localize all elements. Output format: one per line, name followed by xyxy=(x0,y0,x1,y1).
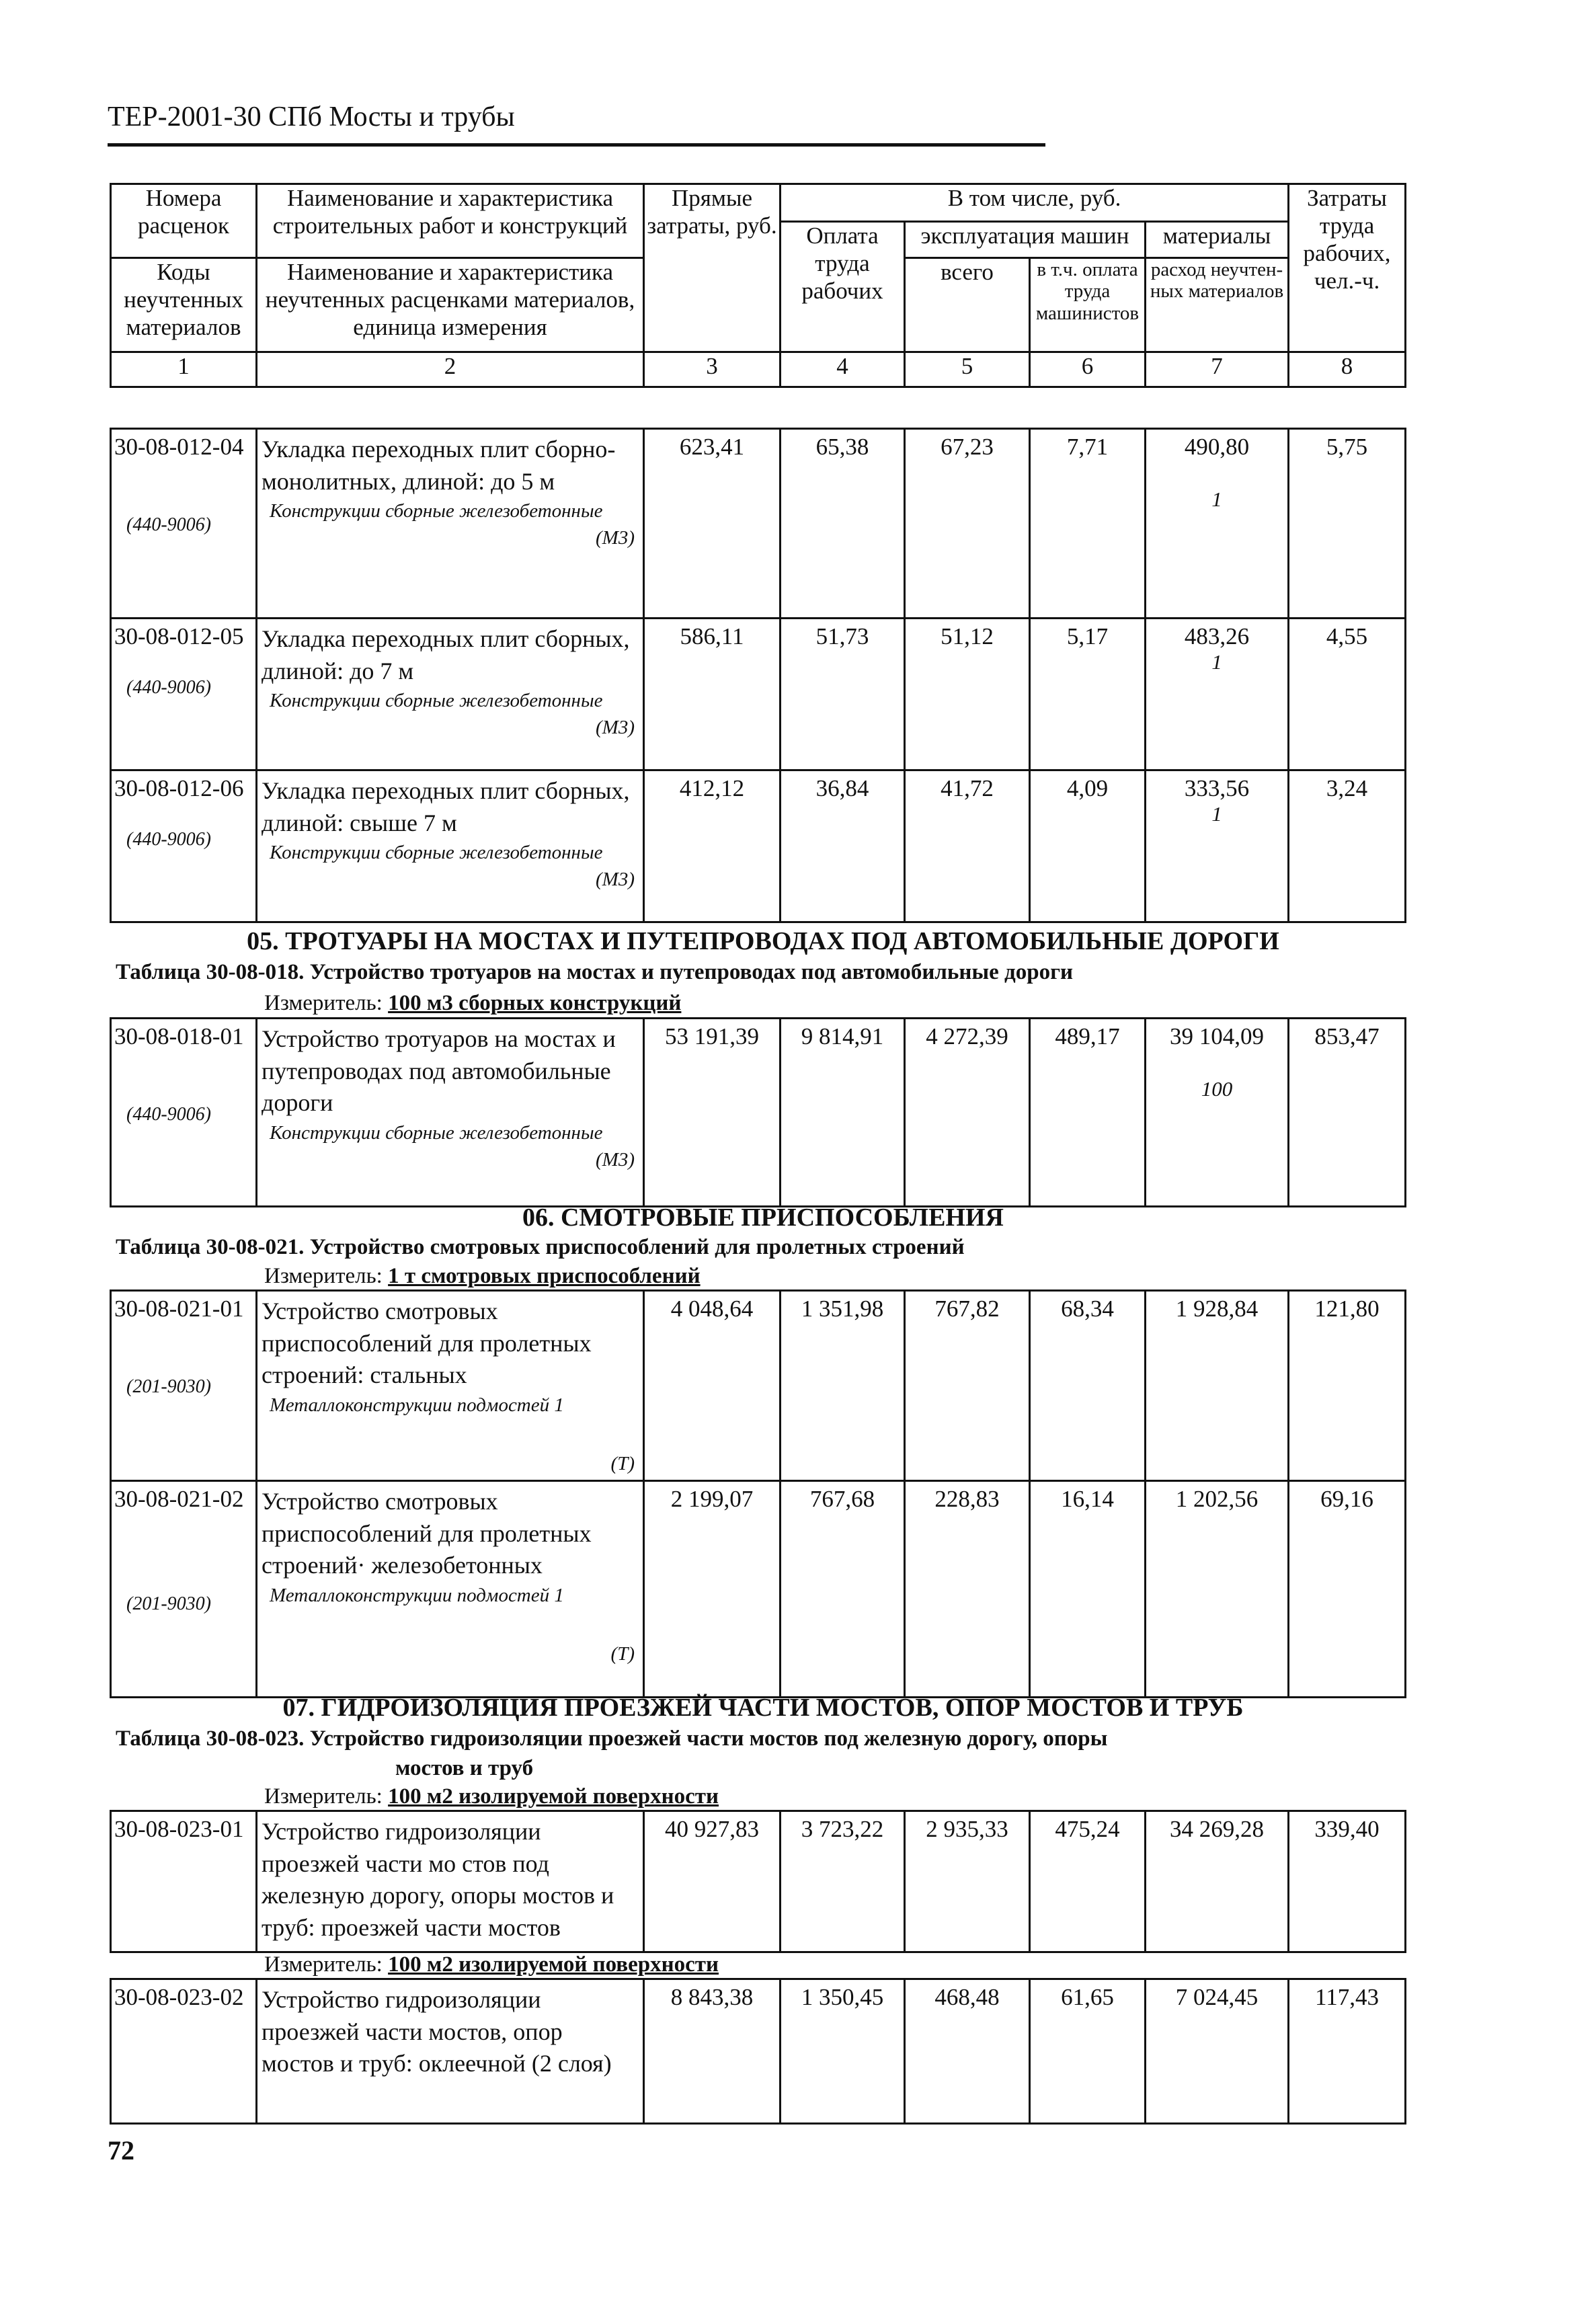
col-header-name-top: Наименование и характеристика строительных работ и конструкций xyxy=(257,184,644,258)
direct-cost: 586,11 xyxy=(644,619,781,770)
table-title-continuation: мостов и труб xyxy=(395,1756,534,1780)
materials-cost: 483,26 xyxy=(1184,623,1250,649)
measure-value: 100 м2 изолируемой поверхности xyxy=(388,1784,719,1809)
direct-cost: 2 199,07 xyxy=(644,1481,781,1698)
machinists-cost: 4,09 xyxy=(1030,770,1146,922)
materials-cost: 333,56 xyxy=(1184,775,1250,801)
col-header-machines-total: всего xyxy=(905,258,1030,352)
measure-label: Измеритель: xyxy=(264,1784,383,1809)
labor-cost: 65,38 xyxy=(781,429,905,619)
rate-code: 30-08-023-01 xyxy=(111,1811,257,1952)
measure-unit-line xyxy=(264,1264,701,1289)
unit-of-measure: (Т) xyxy=(610,1453,635,1475)
col-number: 3 xyxy=(644,352,781,387)
machines-cost: 51,12 xyxy=(905,619,1030,770)
measure-unit-line xyxy=(264,1952,719,1977)
labor-hours: 121,80 xyxy=(1289,1291,1406,1481)
machines-cost: 767,82 xyxy=(905,1291,1030,1481)
page-header: ТЕР-2001-30 СПб Мосты и трубы xyxy=(108,102,515,132)
table-row xyxy=(111,770,1406,922)
machines-cost: 2 935,33 xyxy=(905,1811,1030,1952)
machines-cost: 4 272,39 xyxy=(905,1019,1030,1207)
rate-name: Устройство смотровых приспособлений для пролетных строений: стальных xyxy=(262,1298,592,1389)
col-header-including: В том числе, руб. xyxy=(781,184,1289,222)
section-title: 05. ТРОТУАРЫ НА МОСТАХ И ПУТЕПРОВОДАХ ПОД АВТОМОБИЛЬНЫЕ ДОРОГИ xyxy=(247,927,1279,955)
rate-code: 30-08-012-05 xyxy=(114,623,244,649)
measure-label: Измеритель: xyxy=(264,991,383,1015)
page-number: 72 xyxy=(108,2135,134,2166)
col-number: 1 xyxy=(111,352,257,387)
materials-cost: 7 024,45 xyxy=(1146,1979,1289,2124)
measure-unit-line xyxy=(264,991,681,1016)
labor-hours: 339,40 xyxy=(1289,1811,1406,1952)
col-number: 4 xyxy=(781,352,905,387)
rates-table-30-08-018 xyxy=(110,1017,1406,1207)
table-row xyxy=(111,619,1406,770)
materials-cost: 490,80 xyxy=(1184,434,1250,460)
col-header-codes-bottom: Коды неучтенных материалов xyxy=(111,258,257,352)
rate-code: 30-08-021-02 xyxy=(114,1486,244,1512)
labor-cost: 9 814,91 xyxy=(781,1019,905,1207)
col-number: 2 xyxy=(257,352,644,387)
unit-of-measure: (Т) xyxy=(610,1643,635,1665)
direct-cost: 8 843,38 xyxy=(644,1979,781,2124)
rate-name: Устройство смотровых приспособлений для пролетных строений· железобетонных xyxy=(262,1488,592,1579)
rate-name: Устройство гидроизоляции проезжей части мостов, опор мостов и труб: оклеечной (2 слоя) xyxy=(257,1979,644,2124)
rate-code: 30-08-012-06 xyxy=(114,775,244,801)
rates-table-30-08-012 xyxy=(110,428,1406,923)
table-title: Таблица 30-08-023. Устройство гидроизоляции проезжей части мостов под железную дорогу, опоры xyxy=(116,1726,1108,1751)
col-number: 5 xyxy=(905,352,1030,387)
col-header-direct: Прямые затраты, руб. xyxy=(644,184,781,352)
col-header-codes-top: Номера расценок xyxy=(111,184,257,258)
materials-cost: 1 928,84 xyxy=(1146,1291,1289,1481)
header-rule xyxy=(108,143,1045,147)
table-row xyxy=(111,1811,1406,1952)
table-row xyxy=(111,429,1406,619)
materials-cost: 39 104,09 xyxy=(1170,1023,1264,1049)
measure-label: Измеритель: xyxy=(264,1952,383,1977)
material-code: (440-9006) xyxy=(126,514,211,535)
table-title: Таблица 30-08-018. Устройство тротуаров на мостах и путепроводах под автомобильные дороги xyxy=(116,960,1074,984)
table-row xyxy=(111,1979,1406,2124)
section-title: 07. ГИДРОИЗОЛЯЦИЯ ПРОЕЗЖЕЙ ЧАСТИ МОСТОВ, ОПОР МОСТОВ И ТРУБ xyxy=(282,1694,1244,1722)
direct-cost: 412,12 xyxy=(644,770,781,922)
material-code: (201-9030) xyxy=(126,1593,211,1614)
rates-table-30-08-023-02 xyxy=(110,1978,1406,2125)
table-title: Таблица 30-08-021. Устройство смотровых приспособлений для пролетных строений xyxy=(116,1235,965,1259)
material-name: Конструкции сборные железобетонные xyxy=(270,500,603,522)
materials-cost: 1 202,56 xyxy=(1146,1481,1289,1698)
rates-table-30-08-023-01 xyxy=(110,1810,1406,1953)
material-code: (201-9030) xyxy=(126,1376,211,1397)
labor-hours: 5,75 xyxy=(1289,429,1406,619)
table-row xyxy=(111,1019,1406,1207)
machinists-cost: 5,17 xyxy=(1030,619,1146,770)
material-name: Металлоконструкции подмостей 1 xyxy=(270,1584,564,1606)
material-code: (440-9006) xyxy=(126,829,211,850)
labor-cost: 1 350,45 xyxy=(781,1979,905,2124)
machines-cost: 41,72 xyxy=(905,770,1030,922)
measure-label: Измеритель: xyxy=(264,1264,383,1288)
rate-name: Укладка переходных плит сборных, длиной: свыше 7 м xyxy=(262,777,630,836)
rates-table-30-08-021 xyxy=(110,1289,1406,1698)
machines-cost: 228,83 xyxy=(905,1481,1030,1698)
col-number: 6 xyxy=(1030,352,1146,387)
col-number: 8 xyxy=(1289,352,1406,387)
labor-hours: 69,16 xyxy=(1289,1481,1406,1698)
material-name: Конструкции сборные железобетонные xyxy=(270,842,603,864)
col-header-machinists: в т.ч. оплата труда машинистов xyxy=(1030,258,1146,352)
column-header-table xyxy=(110,183,1406,388)
col-header-machines-group: эксплуатация машин xyxy=(905,222,1146,258)
direct-cost: 4 048,64 xyxy=(644,1291,781,1481)
col-number: 7 xyxy=(1146,352,1289,387)
rate-name: Устройство гидроизоляции проезжей части мо стов под железную дорогу, опоры мостов и труб: проезжей части мостов xyxy=(257,1811,644,1952)
col-header-labor: Оплата труда рабочих xyxy=(781,222,905,352)
unit-of-measure: (М3) xyxy=(596,527,635,549)
material-name: Металлоконструкции подмостей 1 xyxy=(270,1394,564,1416)
machinists-cost: 7,71 xyxy=(1030,429,1146,619)
machines-cost: 67,23 xyxy=(905,429,1030,619)
unit-of-measure: (М3) xyxy=(596,717,635,739)
section-title: 06. СМОТРОВЫЕ ПРИСПОСОБЛЕНИЯ xyxy=(522,1203,1004,1232)
direct-cost: 40 927,83 xyxy=(644,1811,781,1952)
materials-qty: 1 xyxy=(1211,802,1222,826)
material-name: Конструкции сборные железобетонные xyxy=(270,690,603,712)
materials-qty: 1 xyxy=(1211,650,1222,674)
machines-cost: 468,48 xyxy=(905,1979,1030,2124)
material-name: Конструкции сборные железобетонные xyxy=(270,1121,603,1144)
table-row xyxy=(111,1291,1406,1481)
machinists-cost: 68,34 xyxy=(1030,1291,1146,1481)
materials-qty: 100 xyxy=(1201,1077,1233,1101)
rate-name: Укладка переходных плит сборно-монолитных, длиной: до 5 м xyxy=(262,436,616,495)
col-header-materials-group: материалы xyxy=(1146,222,1289,258)
labor-hours: 4,55 xyxy=(1289,619,1406,770)
col-header-hours: Затраты труда рабочих, чел.-ч. xyxy=(1289,184,1406,352)
measure-value: 100 м2 изолируемой поверхности xyxy=(388,1952,719,1977)
unit-of-measure: (М3) xyxy=(596,1148,635,1170)
measure-unit-line xyxy=(264,1784,719,1809)
machinists-cost: 16,14 xyxy=(1030,1481,1146,1698)
materials-cost: 34 269,28 xyxy=(1146,1811,1289,1952)
rate-name: Укладка переходных плит сборных, длиной: до 7 м xyxy=(262,625,630,684)
unit-of-measure: (М3) xyxy=(596,869,635,891)
labor-cost: 3 723,22 xyxy=(781,1811,905,1952)
material-code: (440-9006) xyxy=(126,1104,211,1125)
measure-value: 1 т смотровых приспособлений xyxy=(388,1264,701,1288)
table-row xyxy=(111,1481,1406,1698)
labor-hours: 117,43 xyxy=(1289,1979,1406,2124)
rate-code: 30-08-012-04 xyxy=(114,434,244,460)
rate-name: Устройство тротуаров на мостах и путепроводах под автомобильные дороги xyxy=(262,1025,616,1117)
material-code: (440-9006) xyxy=(126,677,211,698)
direct-cost: 623,41 xyxy=(644,429,781,619)
labor-cost: 767,68 xyxy=(781,1481,905,1698)
labor-cost: 51,73 xyxy=(781,619,905,770)
machinists-cost: 475,24 xyxy=(1030,1811,1146,1952)
materials-qty: 1 xyxy=(1211,487,1222,511)
machinists-cost: 489,17 xyxy=(1030,1019,1146,1207)
col-header-name-bottom: Наименование и характеристика неучтенных расценками материалов, единица измерения xyxy=(257,258,644,352)
labor-cost: 36,84 xyxy=(781,770,905,922)
rate-code: 30-08-018-01 xyxy=(114,1023,244,1049)
labor-hours: 853,47 xyxy=(1289,1019,1406,1207)
labor-cost: 1 351,98 xyxy=(781,1291,905,1481)
col-header-materials-qty: расход неучтен-ных материалов xyxy=(1146,258,1289,352)
rate-code: 30-08-021-01 xyxy=(114,1296,244,1322)
measure-value: 100 м3 сборных конструкций xyxy=(388,991,682,1015)
rate-code: 30-08-023-02 xyxy=(111,1979,257,2124)
direct-cost: 53 191,39 xyxy=(644,1019,781,1207)
machinists-cost: 61,65 xyxy=(1030,1979,1146,2124)
labor-hours: 3,24 xyxy=(1289,770,1406,922)
